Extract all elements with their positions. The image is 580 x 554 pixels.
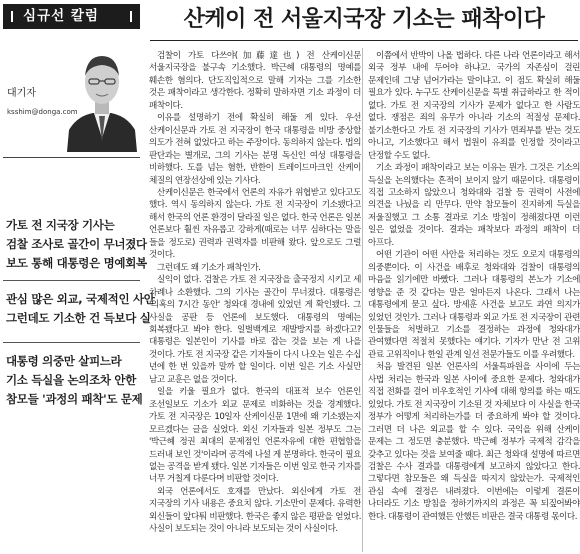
body-paragraph: 처음 발견된 일본 언론사의 서울특파원을 사이에 두는 사법 처리는 한국과 일본 사이에 중요한 문제다. 청와대가 직접 전화를 걸어 비우호적인 기사에 대해 항의를 하는 때도 있었다. 가토 전 지국장이 기소된 것 자체보다 이 사실을 한국 정부가 어떻게 처리하는가를 더 중요하게 봐야 할 것이다. 그러면 더 나은 외교를 할 수 있다. 국익을 위해 산케이 문제는 그 정도면 충분했다. 박근혜 정부가 국제적 감각을 갖추고 있다는 것을 보여줄 때다. 최근 청와대 설명에 따르면 검찰은 수사 결과를 대통령에게 보고하지 않았다고 한다. 그렇다면 참모들은 왜 득실을 따지지 않았는가. 국제적인 관심 속에 결정은 내려졌다. 이번에는 이렇게 결론이 나더라도 기소 방침을 정하기까지의 과정은 꼭 되짚어봐야 한다. 대통령이 관여했든 안했든 비판은 결국 대통령 몫이다. bbox=[368, 362, 580, 522]
pull-quote-line: 가토 전 지국장 기사는 bbox=[6, 218, 115, 232]
pull-quote-line: 그런데도 기소한 건 득보다 실 bbox=[6, 311, 151, 325]
headline: 산케이 전 서울지국장 기소는 패착이다 bbox=[183, 6, 545, 32]
body-paragraph: 이유를 설명하기 전에 확실히 해둘 게 있다. 우선 산케이신문과 가토 전 지국장이 한국 대통령을 비방 중상할 의도가 전혀 없었다고 하는 주장이다. 동의하지 않는다. 법의 판단과는 별개로, 그의 기사는 분명 독신인 여성 대통령을 비하했다. 도를 넘는 혐한, 반한이 트레이드마크인 산케이 체질의 연장선상에 있는 기사다. bbox=[149, 113, 361, 186]
pull-quote-divider bbox=[3, 280, 140, 281]
pull-quote-line: 기소 득실을 논의조차 안한 bbox=[6, 373, 137, 387]
author-portrait bbox=[65, 46, 139, 152]
pull-quote-line: 대통령 의중만 살피느라 bbox=[6, 354, 122, 368]
body-paragraph: 그런데도 왜 기소가 패착인가. bbox=[157, 262, 261, 273]
headline-rule bbox=[150, 40, 578, 41]
pull-quote-line: 검찰 조사로 골간이 무너졌다 bbox=[6, 237, 147, 251]
body-column-right bbox=[368, 50, 580, 552]
column-divider bbox=[362, 48, 363, 552]
body-paragraph: 기소 과정이 패착이라고 보는 이유는 뭔가. 그것은 기소의 득실을 논의했다는 흔적이 보이지 않기 때문이다. 대통령이 직접 고소하지 않았으니 청와대와 검찰 등 권력이 사전에 의견을 나눴을 리 만무다. 만약 참모들이 진지하게 득실을 저울질했고 그 소통 결과로 기소 방침이 정해졌다면 이런 일은 없었을 것이다. 결과는 패착보다 과정의 패착이 더 아프다. bbox=[368, 163, 580, 248]
body-paragraph: 어떤 기관이 어떤 사안을 처리하는 것도 오로지 대통령의 의중뿐이다. 이 사건을 배후로 청와대와 검찰이 대통령의 마음을 읽기에만 바빴다. 그러나 대통령의 본노가 기소에 영향을 준 것 같다는 말은 얼마든지 나온다. 그래서 나는 대통령에게 묻고 싶다. 방세훈 사건을 보고도 과연 의지가 있었던 것인가. 그러나 대통령과 외교 가토 전 지국장이 관련 인물들을 처벌하고 기소를 결정하는 과정에 청와대가 관여했다면 적절치 못했다는 얘기다. 기자가 만난 전 고위 관료 고위직이나 한일 관계 일선 전문가들도 이를 우려했다. bbox=[368, 250, 580, 360]
body-paragraph: 외국 언론에서도 호재를 만났다. 외신에게 가토 전 지국장의 기사 내용은 중요치 않다. 기소만이 문제다. 유력한 외신들이 앞다퉈 비판했다. 한국은 좋지 않은 평판을 얻었다. 사실이 보도되는 것이 아니라 보도되는 것이 사실이다. bbox=[149, 486, 361, 535]
author-rule bbox=[3, 157, 140, 158]
body-paragraph: 산케이신문은 한국에서 언론의 자유가 위협받고 있다고도 했다. 역시 동의하지 않는다. 가토 전 지국장이 기소됐다고 해서 한국의 언론 환경이 달라질 일은 없다. 한국 언론은 일본 언론보다 훨씬 자유롭고 강하게(때로는 너무 심하다는 말을 들을 정도로) 권력과 권력자를 비판해 왔다. 앞으로도 그럴 것이다. bbox=[149, 187, 361, 261]
pull-quote-line: 보도 통해 대통령은 명예회복 bbox=[6, 256, 147, 270]
body-paragraph: 이쯤에서 반박이 나올 법하다. 다른 나라 언론이라고 해서 외국 정부 내에 두어야 하냐고. 국가의 자존심이 걸린 문제인데 그냥 넘어가라는 말이냐고. 이 점도 확실히 해둘 필요가 있다. 누구도 산케이신문을 특별 취급하라고 한 적이 없다. 가토 전 지국장의 기사가 문제가 없다고 한 사람도 없다. 쟁점은 죄의 유무가 아니라 기소의 적절성 문제다. 불기소한다고 가토 전 지국장의 기사가 면죄부를 받는 것도 아니고, 기소했다고 해서 법원이 유죄를 인정할 것이라고 단정할 수도 없다. bbox=[368, 51, 580, 161]
left-column bbox=[0, 0, 155, 554]
body-column-middle bbox=[149, 50, 361, 552]
column-label: 심규선 칼럼 bbox=[3, 4, 140, 29]
author-email: ksshim@donga.com bbox=[7, 108, 78, 116]
body-paragraph: 일을 키울 필요가 없다. 한국의 대표적 보수 언론인 조선일보도 기소가 외교 문제로 비화하는 것을 경계했다. 가토 전 지국장은 10일자 산케이신문 1면에 왜 기소됐는지 모르겠다는 글을 실었다. 외신 기자들과 일본 정부도 그는 '박근혜 정권 최대의 문제점인 언론자유에 대한 편협함을 드러내 보인 것'이라며 공격에 나설 게 분명하다. 한국이 필요 없는 공격을 받게 됐다. 일본 기자들은 이번 일로 한국 기자를 너무 거칠게 다룬다며 비판할 것이다. bbox=[149, 387, 361, 485]
body-paragraph: 검찰이 가토 다쓰야(加藤達也) 전 산케이신문 서울지국장을 불구속 기소했다. 박근혜 대통령의 명예를 훼손한 혐의다. 단도직입적으로 말해 기자는 그를 기소한 것은 패착이라고 생각한다. 정확히 말하자면 기소 과정이 더 패착이다. bbox=[149, 51, 361, 111]
pull-quote-line: 참모들 '과정의 패착'도 문제 bbox=[6, 392, 143, 406]
author-block bbox=[3, 34, 140, 154]
pull-quote-line: 관심 많은 외교, 국제적인 사안 bbox=[6, 292, 155, 306]
author-role: 대기자 bbox=[7, 88, 36, 99]
body-paragraph: 실익이 없다. 검찰은 가토 전 지국장을 출국정지 시키고 세 차례나 소환했다. 그의 기사는 골간이 무너졌다. 대통령은 '의혹의 7시간 동안' 청와대 경내에 있었던 게 확인됐다. 그 사실을 공판 등 언론에 보도했다. 대통령의 명예는 회복됐다고 봐야 한다. 일벌백계로 재발방지를 하겠다고? 대통령은 일본인이 기사를 바로 잡는 것을 보는 게 나을 것이다. 가토 전 지국장 같은 기자들이 다시 나오는 일은 수십 년에 한 번 있을까 말까 할 일이다. 이번 일은 기소 사실만 남고 교훈은 없을 것이다. bbox=[149, 275, 361, 385]
pull-quote-divider bbox=[3, 342, 140, 343]
pull-quote-3 bbox=[6, 352, 143, 409]
pull-quote-2 bbox=[6, 290, 155, 328]
pull-quote-1 bbox=[6, 216, 147, 273]
